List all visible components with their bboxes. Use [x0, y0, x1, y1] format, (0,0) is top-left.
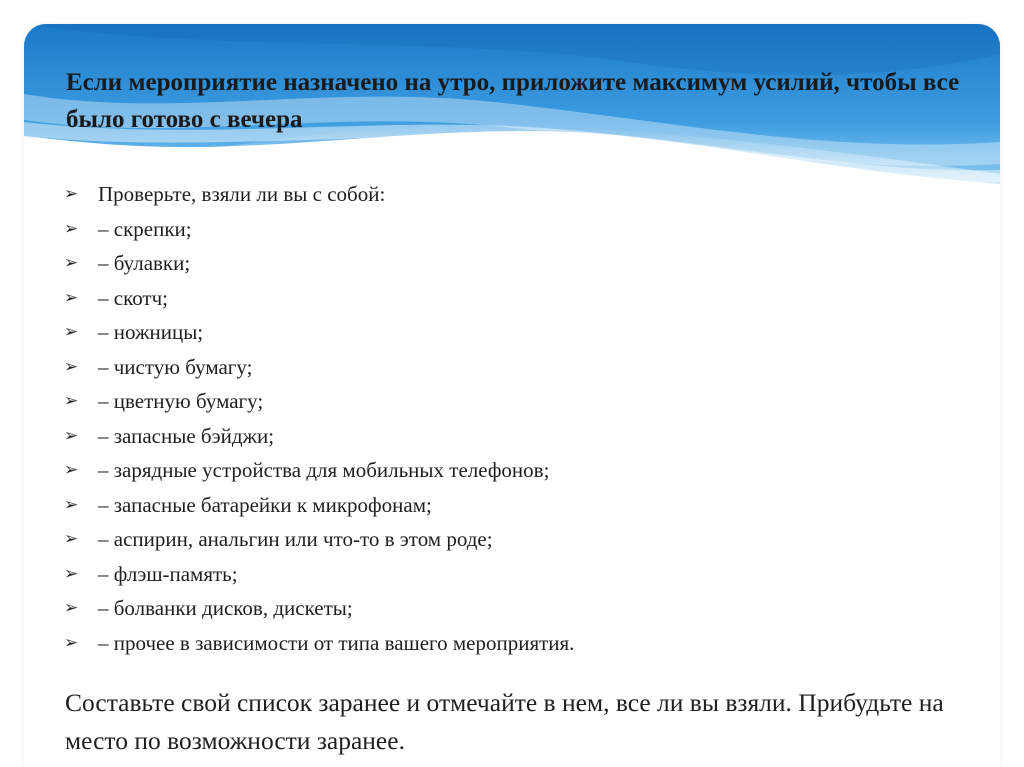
arrowhead-bullet-icon: ➢: [64, 322, 79, 342]
list-item: [64, 177, 964, 212]
list-item-text: – аспирин, анальгин или что-то в этом роде;: [98, 527, 493, 551]
arrowhead-bullet-icon: ➢: [64, 287, 79, 308]
arrowhead-bullet-icon: ➢: [64, 563, 79, 584]
list-item: [64, 315, 964, 350]
list-item: [64, 453, 964, 488]
list-item-text: – запасные батарейки к микрофонам;: [98, 492, 432, 517]
list-item-text: – скотч;: [98, 285, 169, 310]
list-item: [64, 212, 964, 247]
arrowhead-bullet-icon: ➢: [64, 218, 79, 239]
list-item: [64, 557, 964, 592]
checklist: [64, 177, 964, 660]
list-item: [64, 281, 964, 316]
list-item-text: – болванки дисков, дискеты;: [98, 596, 353, 620]
arrowhead-bullet-icon: ➢: [64, 494, 79, 515]
list-item-text: – цветную бумагу;: [98, 389, 264, 413]
arrowhead-bullet-icon: ➢: [64, 425, 79, 446]
list-item-text: – прочее в зависимости от типа вашего мероприятия.: [98, 630, 575, 655]
arrowhead-bullet-icon: ➢: [64, 391, 79, 411]
list-item: [64, 488, 964, 523]
list-item-text: – чистую бумагу;: [98, 354, 253, 379]
footer-note: Составьте свой список заранее и отмечайте в нем, все ли вы взяли. Прибудьте на место по возможности заранее.: [65, 688, 944, 755]
list-item-text: – скрепки;: [98, 216, 192, 241]
slide: [24, 24, 1000, 767]
list-item-text: Проверьте, взяли ли вы с собой:: [98, 182, 386, 206]
list-item: [64, 591, 964, 626]
arrowhead-bullet-icon: ➢: [64, 529, 79, 549]
arrowhead-bullet-icon: ➢: [64, 460, 79, 480]
list-item-text: – булавки;: [98, 251, 191, 275]
list-item-text: – зарядные устройства для мобильных телефонов;: [98, 458, 550, 482]
arrowhead-bullet-icon: ➢: [64, 356, 79, 377]
list-item: [64, 246, 964, 281]
slide-title: Если мероприятие назначено на утро, приложите максимум усилий, чтобы все было готово с вечера: [66, 69, 960, 133]
list-item: [64, 626, 964, 661]
list-item: [64, 350, 964, 385]
arrowhead-bullet-icon: ➢: [64, 184, 79, 204]
list-item-text: – запасные бэйджи;: [98, 423, 275, 448]
arrowhead-bullet-icon: ➢: [64, 632, 79, 653]
arrowhead-bullet-icon: ➢: [64, 598, 79, 618]
arrowhead-bullet-icon: ➢: [64, 253, 79, 273]
list-item: [64, 419, 964, 454]
list-item: [64, 384, 964, 419]
list-item-text: – ножницы;: [98, 320, 204, 344]
list-item-text: – флэш-память;: [98, 561, 238, 586]
list-item: [64, 522, 964, 557]
